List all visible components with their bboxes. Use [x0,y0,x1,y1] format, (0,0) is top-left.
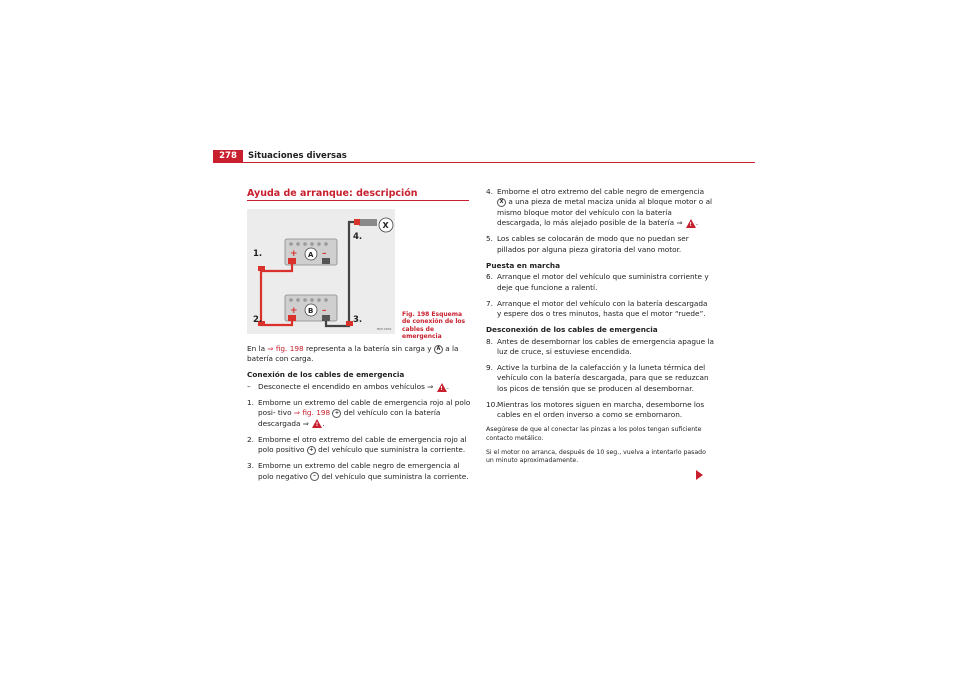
ground-label: X [382,221,389,230]
list-item: 6. Arranque el motor del vehículo que suministra corriente y deje que funcione a ralentí. [486,272,709,292]
list-item: 9. Active la turbina de la calefacción y la luneta térmica del vehículo con la batería descargada, para que se reduzcan los picos de tensión que se producen al desembornar. [486,363,709,393]
header-rule [213,162,755,163]
battery-a-plus-sign: + [290,249,298,259]
list-item: 1. Emborne un extremo del cable de emergencia rojo al polo posi- tivo ⇒ fig. 198 + del vehículo con la batería descargada ⇒ !. [247,398,475,429]
list-item: 4. Emborne el otro extremo del cable negro de emergencia X a una pieza de metal maciza unida al bloque motor o al mismo bloque motor del vehículo con la batería descargada, lo más alejado posible de la batería ⇒ !. [486,187,714,229]
list-item: 5. Los cables se colocarán de modo que no puedan ser pillados por alguna pieza giratoria del vano motor. [486,234,689,254]
left-column [247,344,475,488]
running-head: Situaciones diversas [248,151,347,161]
continue-arrow-icon [696,470,703,480]
jump-start-diagram-svg [247,209,395,334]
black-clamp-top [354,219,360,225]
xref-arrow: ⇒ [293,408,300,418]
step-label-1: 1. [253,249,263,259]
right-column [486,187,714,471]
battery-a-minus-sign: – [322,249,327,259]
battery-b-label: B [308,307,314,315]
figure-reference-link[interactable]: fig. 198 [275,344,304,353]
battery-b-minus-sign: – [322,306,327,316]
start-heading: Puesta en marcha [486,260,561,270]
list-item: 10. Mientras los motores siguen en marcha, desemborne los cables en el orden inverso a como se embornaron. [486,399,705,420]
warning-icon[interactable] [312,419,322,428]
note-retry: Si el motor no arranca, después de 10 seg., vuelva a intentarlo pasado un minuto aproximadamente. [486,448,706,465]
list-item-dash: – Desconecte el encendido en ambos vehículos ⇒ !. [247,382,475,392]
connection-heading: Conexión de los cables de emergencia [247,370,405,380]
step-label-4: 4. [353,232,363,242]
disconnect-heading: Desconexión de los cables de emergencia [486,325,658,335]
warning-icon[interactable] [686,219,696,228]
battery-b-plus-sign: + [290,306,298,316]
battery-b [285,295,337,321]
battery-a [285,239,337,265]
figure-caption: Fig. 198 Esquema de conexión de los cables de emergencia [402,311,466,340]
battery-a-badge: A [434,345,443,354]
battery-a-label: A [308,251,314,259]
figure-reference-link[interactable]: fig. 198 [302,408,331,418]
list-item: 7. Arranque el motor del vehículo con la batería descargada y espere dos o tres minutos, hasta que el motor “ruede”. [486,298,708,319]
step-label-3: 3. [353,315,363,325]
page-number: 278 [213,150,243,163]
ground-badge: X [497,198,506,207]
step-label-2: 2. [253,315,263,325]
list-item: 8. Antes de desembornar los cables de emergencia apague la luz de cruce, si estuviese encendida. [486,336,714,357]
jump-start-diagram [247,209,395,334]
list-item: 3. Emborne un extremo del cable negro de emergencia al polo negativo – del vehículo que suministra la corriente. [247,461,469,481]
black-clamp-bottom [346,321,353,326]
plus-badge: + [332,409,341,418]
intro-paragraph: En la ⇒ fig. 198 representa a la batería sin carga y A a la batería con carga. [247,344,459,364]
note-metal-contact: Asegúrese de que al conectar las pinzas a los polos tengan suficiente contacto metálico. [486,426,702,442]
section-title-rule [247,200,469,201]
warning-icon[interactable] [437,383,447,392]
figure-code: B5P-0839 [377,327,392,331]
plus-badge: + [307,446,316,455]
list-item: 2. Emborne el otro extremo del cable de emergencia rojo al polo positivo + del vehículo que suministra la corriente. [247,434,467,455]
red-clamp-top [258,266,265,271]
section-title: Ayuda de arranque: descripción [247,188,418,199]
minus-badge: – [310,472,319,481]
xref-arrow: ⇒ [267,344,274,353]
